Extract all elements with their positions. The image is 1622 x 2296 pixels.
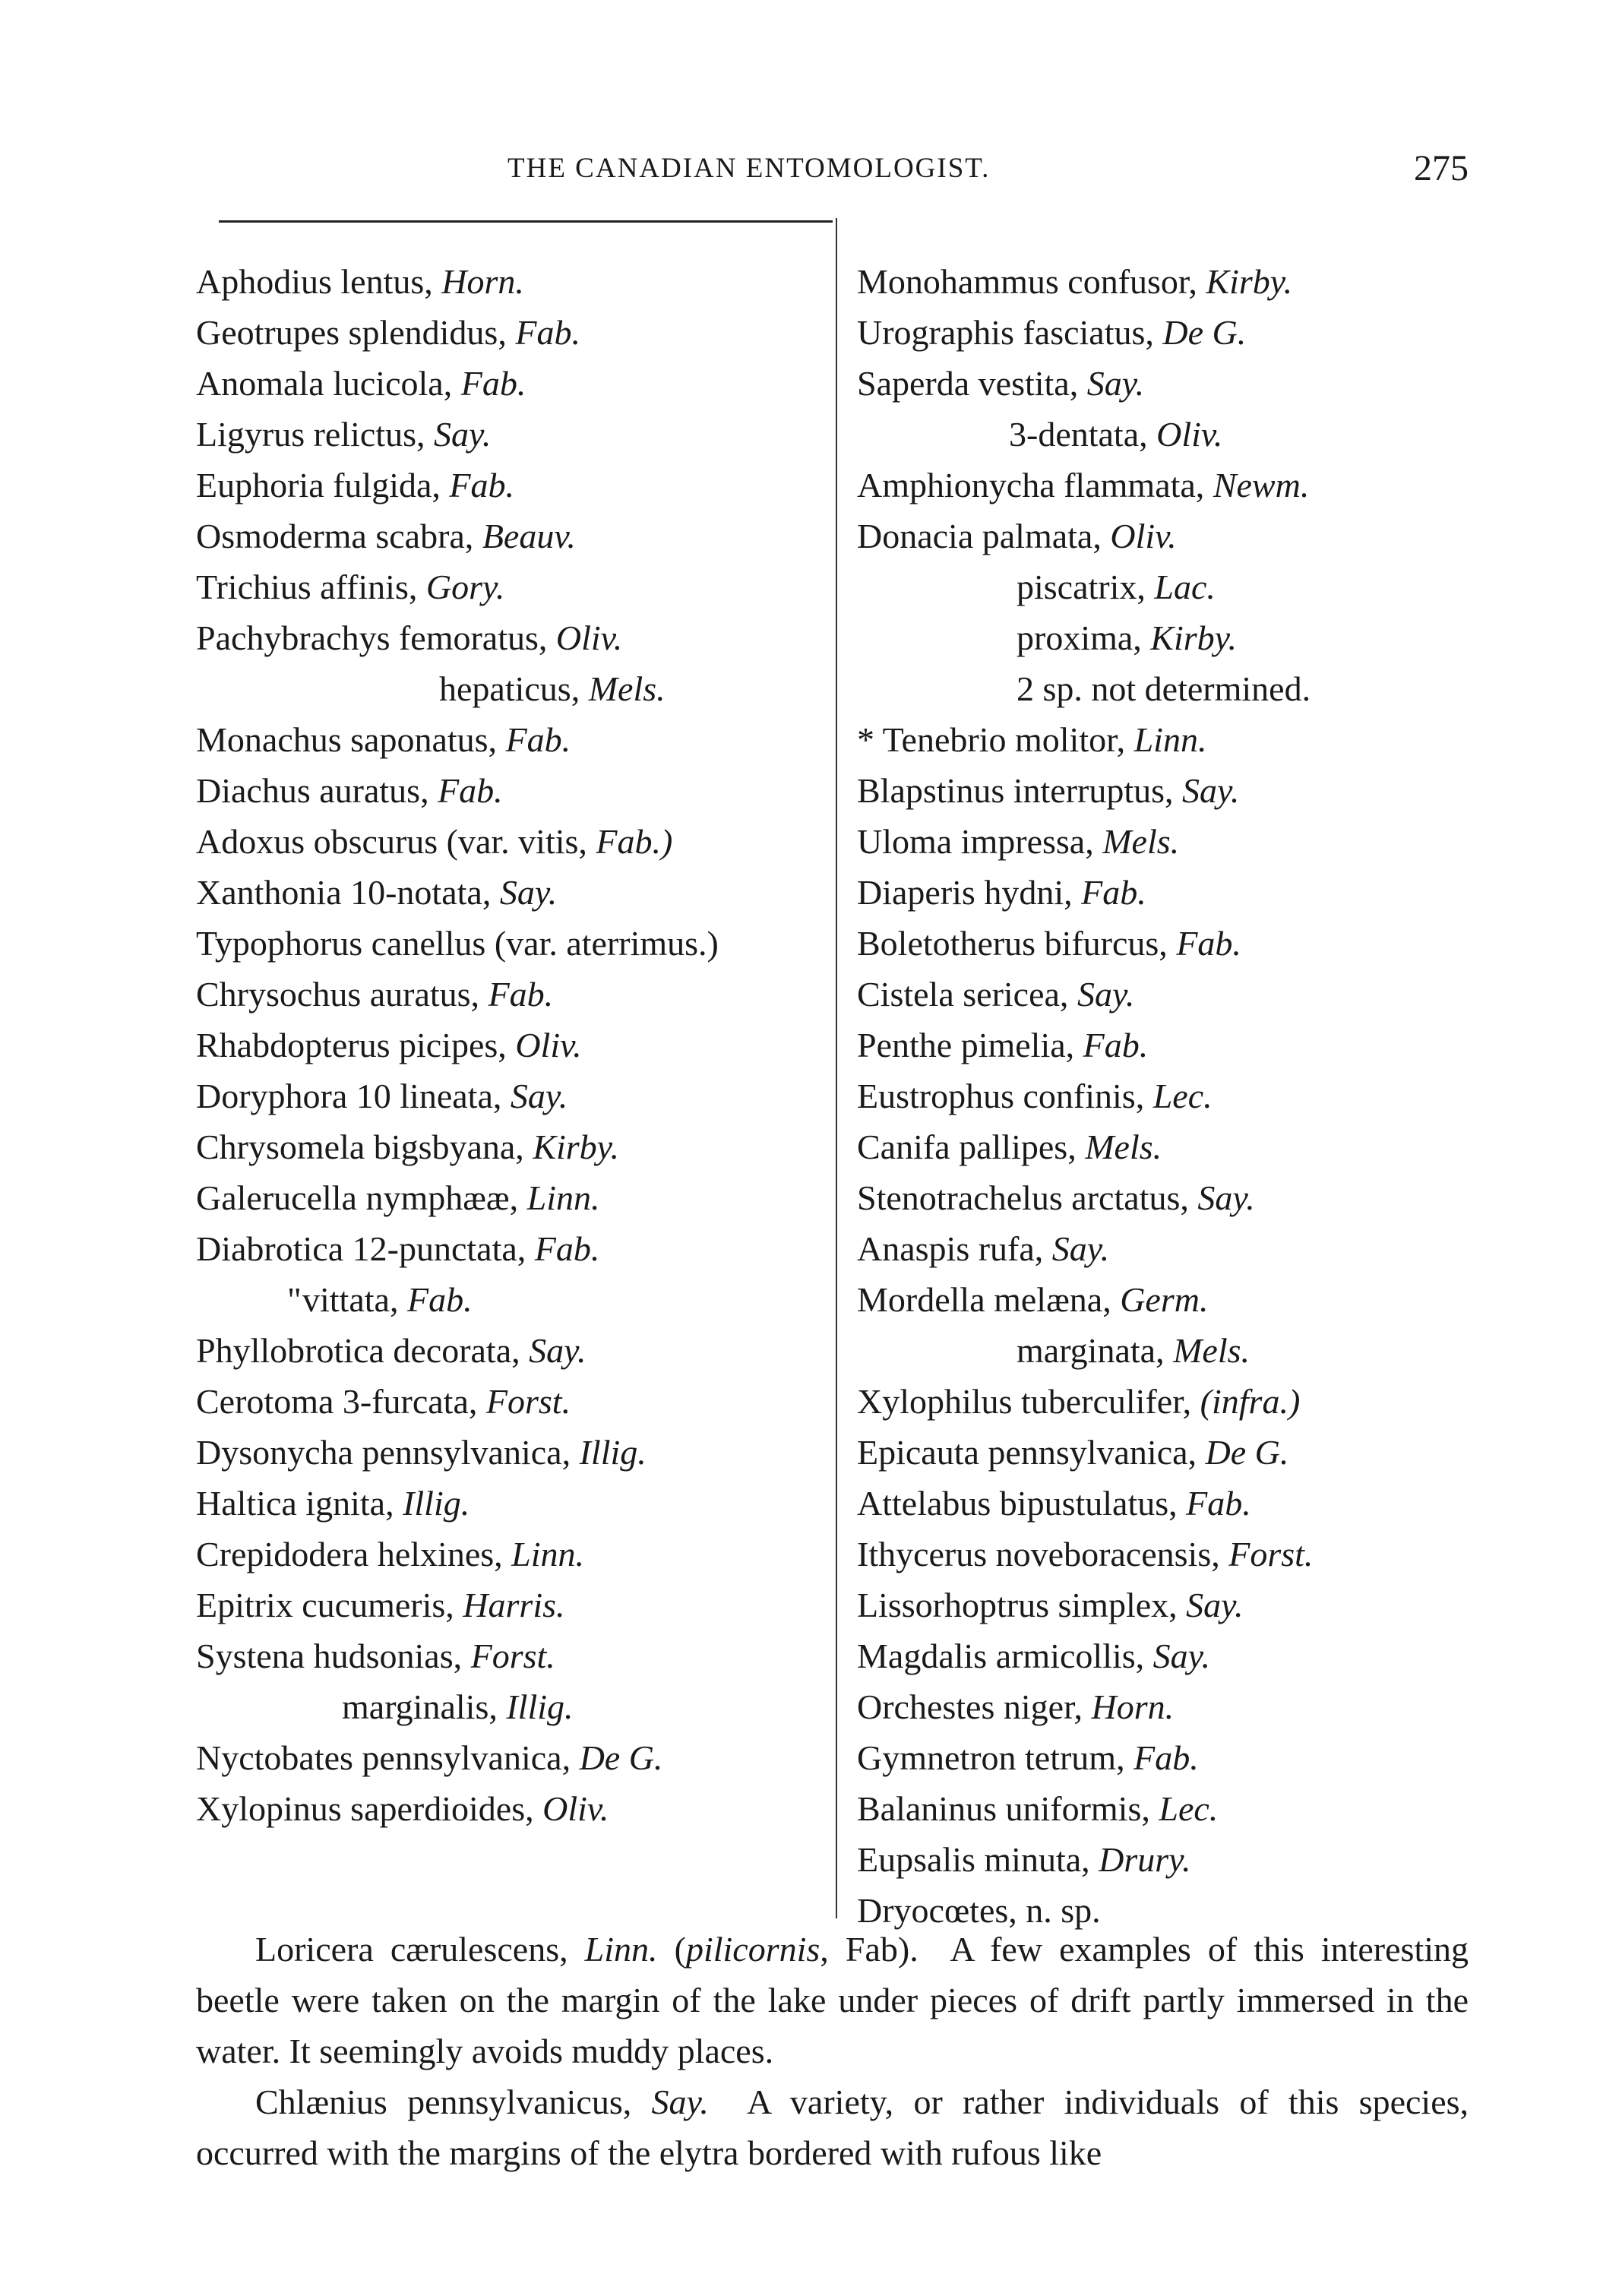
list-item: Urographis fasciatus, De G. xyxy=(857,313,1247,352)
list-item: Xylophilus tuberculifer, (infra.) xyxy=(857,1382,1301,1421)
list-item: Monachus saponatus, Fab. xyxy=(196,720,571,759)
list-item: Rhabdopterus picipes, Oliv. xyxy=(196,1026,582,1064)
list-item: Mordella melæna, Germ. xyxy=(857,1280,1209,1319)
list-item: Diachus auratus, Fab. xyxy=(196,771,503,810)
list-item: Chrysomela bigsbyana, Kirby. xyxy=(196,1127,620,1166)
list-item: Crepidodera helxines, Linn. xyxy=(196,1535,585,1573)
list-item: Penthe pimelia, Fab. xyxy=(857,1026,1149,1064)
list-item: Anaspis rufa, Say. xyxy=(857,1229,1110,1268)
list-item: Phyllobrotica decorata, Say. xyxy=(196,1331,587,1370)
list-item: Chrysochus auratus, Fab. xyxy=(196,975,554,1014)
list-item: Anomala lucicola, Fab. xyxy=(196,364,526,403)
list-item: Eustrophus confinis, Lec. xyxy=(857,1077,1213,1115)
list-item: Blapstinus interruptus, Say. xyxy=(857,771,1240,810)
list-item: Nyctobates pennsylvanica, De G. xyxy=(196,1738,663,1777)
list-item: Euphoria fulgida, Fab. xyxy=(196,466,515,504)
list-item: Trichius affinis, Gory. xyxy=(196,568,505,606)
list-item: Ithycerus noveboracensis, Forst. xyxy=(857,1535,1314,1573)
list-item: Aphodius lentus, Horn. xyxy=(196,262,524,301)
list-item: Osmoderma scabra, Beauv. xyxy=(196,517,576,555)
list-item: piscatrix, Lac. xyxy=(1017,568,1216,606)
list-item: Attelabus bipustulatus, Fab. xyxy=(857,1484,1251,1523)
list-item: Adoxus obscurus (var. vitis, Fab.) xyxy=(196,822,673,861)
body-text xyxy=(196,1924,1469,2178)
list-item: "vittata, Fab. xyxy=(196,1274,811,1325)
list-item: Galerucella nymphææ, Linn. xyxy=(196,1178,600,1217)
list-item: 2 sp. not determined. xyxy=(1017,669,1311,708)
list-item: Magdalis armicollis, Say. xyxy=(857,1637,1211,1675)
list-item: Boletotherus bifurcus, Fab. xyxy=(857,924,1241,963)
list-item: Typophorus canellus (var. aterrimus.) xyxy=(196,924,719,963)
list-item: Haltica ignita, Illig. xyxy=(196,1484,470,1523)
list-item: Cerotoma 3-furcata, Forst. xyxy=(196,1382,571,1421)
running-header xyxy=(196,148,1469,198)
list-item: hepaticus, Mels. xyxy=(439,669,666,708)
list-item: Gymnetron tetrum, Fab. xyxy=(857,1738,1199,1777)
list-item: Dysonycha pennsylvanica, Illig. xyxy=(196,1433,647,1472)
list-item: Cistela sericea, Say. xyxy=(857,975,1135,1014)
list-item: Uloma impressa, Mels. xyxy=(857,822,1180,861)
page-number: 275 xyxy=(1414,148,1469,188)
list-item: Ligyrus relictus, Say. xyxy=(196,415,492,454)
list-item: Systena hudsonias, Forst. xyxy=(196,1637,555,1675)
header-rule xyxy=(219,220,833,223)
list-item: Xylopinus saperdioides, Oliv. xyxy=(196,1789,609,1828)
list-item: marginata, Mels. xyxy=(1017,1331,1250,1370)
list-item: Stenotrachelus arctatus, Say. xyxy=(857,1178,1255,1217)
paragraph-chlaenius: Chlænius pennsylvanicus, Say. A variety, or rather individuals of this species, occurred with the margins of the elytra bordered with rufous like xyxy=(196,2083,1469,2172)
list-item: * Tenebrio molitor, Linn. xyxy=(857,720,1207,759)
journal-title: THE CANADIAN ENTOMOLOGIST. xyxy=(507,153,991,184)
list-item: Canifa pallipes, Mels. xyxy=(857,1127,1162,1166)
list-item: Balaninus uniformis, Lec. xyxy=(857,1789,1219,1828)
ditto-mark: " xyxy=(287,1280,302,1319)
list-item: Amphionycha flammata, Newm. xyxy=(857,466,1310,504)
list-item: marginalis, Illig. xyxy=(342,1687,574,1726)
list-item: Diabrotica 12-punctata, Fab. xyxy=(196,1229,600,1268)
list-item: Epitrix cucumeris, Harris. xyxy=(196,1586,565,1624)
list-item: Dryocœtes, n. sp. xyxy=(857,1891,1101,1930)
list-item: Geotrupes splendidus, Fab. xyxy=(196,313,580,352)
list-item: Diaperis hydni, Fab. xyxy=(857,873,1146,912)
list-item: proxima, Kirby. xyxy=(1017,618,1238,657)
list-item: Pachybrachys femoratus, Oliv. xyxy=(196,618,623,657)
list-item: Doryphora 10 lineata, Say. xyxy=(196,1077,568,1115)
list-item: Eupsalis minuta, Drury. xyxy=(857,1840,1191,1879)
species-list-right xyxy=(857,256,1465,1936)
list-item: Monohammus confusor, Kirby. xyxy=(857,262,1293,301)
list-item: Orchestes niger, Horn. xyxy=(857,1687,1175,1726)
list-item: Saperda vestita, Say. xyxy=(857,364,1145,403)
list-item: Xanthonia 10-notata, Say. xyxy=(196,873,558,912)
list-item: 3-dentata, Oliv. xyxy=(1009,415,1223,454)
list-item: Epicauta pennsylvanica, De G. xyxy=(857,1433,1289,1472)
list-item: Donacia palmata, Oliv. xyxy=(857,517,1177,555)
species-list-left xyxy=(196,256,811,1834)
paragraph-loricera: Loricera cærulescens, Linn. (pilicornis, Fab). A few examples of this interesting beetle were taken on the margin of the lake under pieces of drift partly immersed in the water. It seemingly avoids muddy places. xyxy=(196,1930,1469,2070)
list-item: Lissorhoptrus simplex, Say. xyxy=(857,1586,1244,1624)
column-divider xyxy=(836,218,837,1918)
